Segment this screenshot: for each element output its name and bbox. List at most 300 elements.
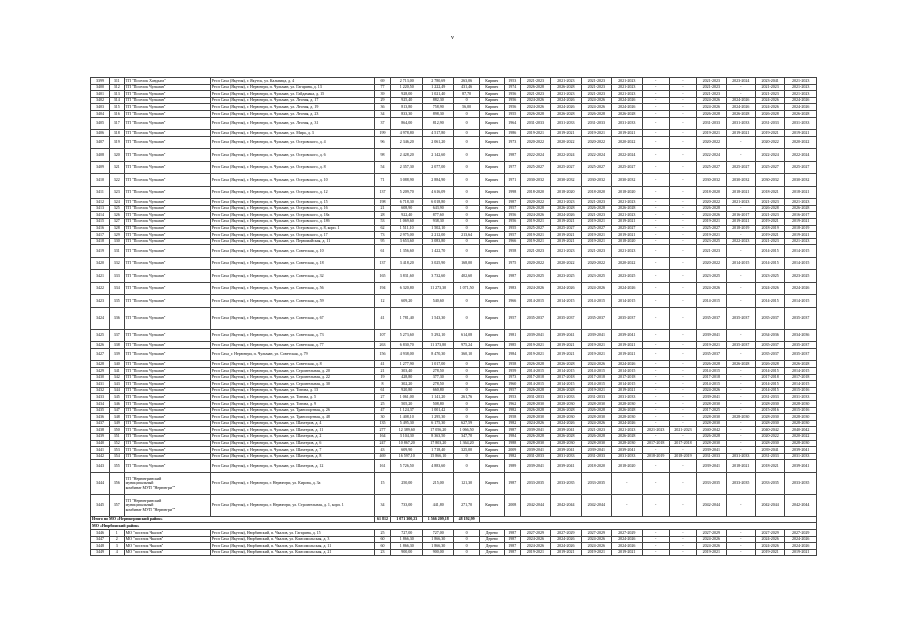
table-cell: 0 [454,245,479,258]
table-cell: 1982 [504,407,520,414]
table-cell: 643,90 [422,205,454,212]
table-cell: 3422 [91,282,110,295]
table-cell: - [669,186,696,199]
table-cell: 2014-2015 [551,368,581,375]
table-cell: - [669,530,696,537]
table-cell: 2014-2015 [755,257,784,270]
table-cell: 1 069,60 [391,218,423,225]
table-cell: 2 975,00 [391,232,423,239]
table-cell: 2019-2021 [551,348,581,361]
table-cell: Кирпич [479,174,504,187]
table-cell: - [669,199,696,206]
table-cell: 2024-2026 [785,536,817,543]
table-cell: ТП "Поселок Чульман" [124,270,210,283]
table-row [91,394,817,401]
table-cell: 2028-2030 [785,420,817,427]
table-cell: 2019-2021 [755,130,784,137]
table-cell: - [669,149,696,162]
table-cell: - [726,136,755,149]
table-cell: 1985 [504,342,520,349]
table-cell: 2021-2023 [581,199,611,206]
table-cell: 2 346,20 [391,136,423,149]
table-cell: 2035-2037 [785,307,817,329]
table-cell: 2022-2024 [551,149,581,162]
table-cell: Респ Саха (Якутия), г. Нерюнгри, п. Чульман, ул. Титова, д. 5 [210,394,374,401]
table-cell: 2025-2027 [520,161,550,174]
table-cell: 2014-2015 [697,295,726,308]
table-cell: 2024-2026 [612,97,642,104]
table-cell: 2023-2025 [785,270,817,283]
table-cell: 2018-2021 [755,460,784,473]
table-cell: 3404 [91,110,110,117]
table-cell: ТП "Нерюнгринский муниципальный комбинат МУП "Нерюнгри"" [124,494,210,516]
table-cell: ТП "Поселок Чульман" [124,460,210,473]
table-cell: Кирпич [479,245,504,258]
table-cell: - [669,407,696,414]
table-cell: 1958 [504,361,520,368]
table-cell: - [669,387,696,394]
table-cell: Кирпич [479,342,504,349]
table-cell: 3429 [91,368,110,375]
table-cell: 2028-2030 [612,440,642,447]
table-cell: 0 [454,374,479,381]
table-cell: 1 866,30 [391,536,423,543]
table-cell: 2020-2022 [785,433,817,440]
table-cell: 41 [374,307,391,329]
table-cell: Респ Саха (Якутия), г. Нерюнгри, п. Чульман, ул. Островского, д. 12 [210,186,374,199]
table-cell: 1977 [504,161,520,174]
table-cell: 2017-2025 [697,407,726,414]
table-cell: 2030-2032 [520,174,550,187]
table-cell: 3441 [91,447,110,454]
table-cell: ТП "Поселок Чульман" [124,381,210,388]
table-cell: 2019-2021 [612,218,642,225]
table-cell: - [642,91,669,98]
table-cell: 4 883,60 [422,460,454,473]
table-cell: - [642,374,669,381]
table-cell: ТП "Поселок Чульман" [124,420,210,427]
table-row [91,212,817,219]
table-cell: 1953 [504,394,520,401]
table-cell: 1 066,50 [454,427,479,434]
table-cell: 3423 [91,295,110,308]
table-cell: 2028-2030 [785,440,817,447]
table-cell: 328 [109,225,124,232]
table-cell: Кирпич [479,136,504,149]
table-cell: ТП "Поселок Чульман" [124,394,210,401]
table-cell: 1987 [504,530,520,537]
table-cell: 2035-2037 [520,307,550,329]
table-cell: 2021-2023 [612,212,642,219]
table-cell: 1989 [504,460,520,473]
table-cell: 2031-2033 [726,117,755,130]
table-cell: Респ Саха (Якутия), г. Нерюнгри, п. Чульман, ул. Островского, д. 4 [210,136,374,149]
table-cell: 2017-2018 [642,440,669,447]
table-cell: 3437 [91,420,110,427]
table-cell: 2024-2026 [551,97,581,104]
table-cell: 2 428,20 [391,149,423,162]
table-cell: Кирпич [479,205,504,212]
table-cell: 727,00 [391,530,423,537]
table-row [91,295,817,308]
table-cell: 1964 [504,117,520,130]
table-cell: Респ Саха (Якутия), г. Нерюнгри, п. Чульман, ул. Советская, д. 67 [210,307,374,329]
table-row [91,245,817,258]
table-cell: 469 [374,453,391,460]
table-cell: 2020-2022 [520,199,550,206]
table-row [91,460,817,473]
table-cell: 2035-2037 [755,342,784,349]
table-cell: 1 222,49 [422,84,454,91]
table-cell: Респ Саха (Якутия), г. Нерюнгри, п. Чульман, ул. Гагарина, д. 13 [210,84,374,91]
table-cell: 2024-2026 [755,104,784,111]
table-cell: 2018-2019 [755,225,784,232]
table-cell: 2035-2037 [755,348,784,361]
table-cell: 302,20 [391,381,423,388]
table-cell: 2030-2032 [697,174,726,187]
table-cell: Кирпич [479,420,504,427]
table-cell: 2019-2021 [520,130,550,137]
table-cell: 5 495,30 [391,420,423,427]
table-cell: 0 [454,307,479,329]
table-cell: 2026-2028 [581,407,611,414]
table-cell: 3439 [91,433,110,440]
table-cell: 2018-2019 [669,453,696,460]
table-cell: 3 104,30 [391,433,423,440]
table-cell: 938,30 [422,218,454,225]
table-cell: 2014-2015 [785,245,817,258]
table-cell: Кирпич [479,130,504,137]
table-cell: 1953 [504,78,520,85]
table-cell: 402,60 [454,270,479,283]
table-cell: 2020-2022 [581,136,611,149]
table-cell: 10 867,20 [391,440,423,447]
table-cell: 2021-2023 [755,238,784,245]
table-cell: - [642,257,669,270]
table-cell: 2014-2015 [697,368,726,375]
table-cell: 1987 [504,543,520,550]
table-row [91,400,817,407]
table-row [91,348,817,361]
table-cell: 2021-2023 [581,245,611,258]
table-cell: 2021-2023 [581,91,611,98]
table-cell: ТП "Поселок Чульман" [124,427,210,434]
table-row [91,453,817,460]
table-cell: 6 320,80 [391,282,423,295]
table-cell: 54 [374,161,391,174]
table-cell: - [642,104,669,111]
table-cell: - [642,348,669,361]
table-cell: 2039-2041 [581,447,611,454]
table-row [91,447,817,454]
table-cell: Респ Саха (Якутия), г. Нерюнгри, п. Чульман, ул. Мира, д. 3 [210,130,374,137]
table-cell: Респ Саха (Якутия), г. Нерюнгри, п. Чульман, ул. Островского, д. 18а [210,212,374,219]
table-cell: 1 364,20 [454,440,479,447]
table-cell: Респ Саха (Якутия), г. Нерюнгри, п. Чульман, ул. Шахтеров, д. 7 [210,447,374,454]
table-cell: 2014-2015 [755,381,784,388]
table-row [91,238,817,245]
table-cell: 3409 [91,161,110,174]
table-cell: - [726,407,755,414]
table-cell: 2014-2015 [755,245,784,258]
table-cell: 2021-2023 [551,245,581,258]
table-cell: 2023-2041 [755,78,784,85]
table-cell: 2025-2027 [697,161,726,174]
table-cell: - [642,238,669,245]
table-cell: 1966 [504,238,520,245]
table-cell: 2020-2022 [697,136,726,149]
table-cell: 348 [109,414,124,421]
table-cell: 2024-2026 [581,97,611,104]
table-cell: 3401 [91,91,110,98]
table-cell: - [642,447,669,454]
table-cell: 2026-2028 [551,361,581,368]
table-cell: 2028-2030 [581,440,611,447]
table-cell: 2025-2027 [612,225,642,232]
table-cell: МО "поселок Чкалов" [124,543,210,550]
table-cell: - [669,282,696,295]
table-cell: ТП "Поселок Чульман" [124,225,210,232]
table-cell: - [669,543,696,550]
table-cell: 2022-2024 [520,149,550,162]
table-cell: 62 [374,225,391,232]
table-cell: 2021-2023 [785,91,817,98]
table-cell: 0 [454,238,479,245]
table-cell: 2018-2020 [581,460,611,473]
table-cell: 0 [454,460,479,473]
table-cell: 2031-2033 [551,453,581,460]
table-cell: Респ Саха (Якутия), г. Нерюнгри, п. Чульман, ул. Островского, д. 17 [210,232,374,239]
table-cell: 2021-2023 [755,84,784,91]
table-cell: 2021-2023 [581,78,611,85]
table-cell: 0 [454,530,479,537]
table-cell: - [642,394,669,401]
table-cell: 2026-2028 [520,205,550,212]
table-cell: 2018-2020 [551,186,581,199]
table-cell: 2026-2028 [726,110,755,117]
table-cell: 2019-2021 [520,549,550,556]
table-cell: 2039-2041 [612,329,642,342]
table-cell: 2024-2026 [697,212,726,219]
table-cell: 1958 [504,414,520,421]
table-cell: 4 517,80 [422,130,454,137]
table-cell: 1956 [504,97,520,104]
table-cell: Кирпич [479,494,504,516]
table-cell: 2019-2021 [612,130,642,137]
table-cell: 2031-2033 [785,394,817,401]
table-cell: 2026-2028 [581,110,611,117]
table-cell: - [726,270,755,283]
table-cell: ТП "Поселок Чульман" [124,342,210,349]
table-row [91,117,817,130]
table-cell: Кирпич [479,270,504,283]
table-cell: Респ Саха (Якутия), г. Нерюнгри, п. Чульман, ул. Строительная, д. 22 [210,374,374,381]
table-cell: Кирпич [479,407,504,414]
table-cell: ТП "Поселок Чульман" [124,453,210,460]
table-cell: 2019-2021 [581,130,611,137]
table-cell: 877,60 [422,212,454,219]
table-cell: 347,70 [454,433,479,440]
table-cell: 920,80 [391,387,423,394]
table-cell: 2026-2028 [551,387,581,394]
table-cell: 325,00 [454,447,479,454]
table-cell: - [726,447,755,454]
table-cell: 3415 [91,218,110,225]
table-row [91,440,817,447]
table-cell: 2024-2026 [581,104,611,111]
table-cell: 2022-2024 [755,149,784,162]
table-cell: 2019-2021 [755,218,784,225]
table-row [91,161,817,174]
table-cell: 2035-2037 [755,307,784,329]
table-cell: 2021-2023 [520,78,550,85]
table-cell: 3403 [91,104,110,111]
table-cell: 326 [109,212,124,219]
table-cell: Кирпич [479,387,504,394]
table-cell: 2039-2041 [520,427,550,434]
table-cell: 864,00 [391,117,423,130]
table-cell: 352 [109,440,124,447]
table-cell: 15 866,10 [422,453,454,460]
table-cell: - [669,238,696,245]
table-cell: 1984 [504,433,520,440]
table-cell: - [669,91,696,98]
table-cell: 2 780,69 [422,78,454,85]
table-cell: 2017-2018 [669,440,696,447]
table-cell: Респ Саха (Якутия), г. Нерюнгри, п. Чульман, ул. Лесная, д. 19 [210,104,374,111]
table-cell: 353 [109,447,124,454]
table-cell: 327 [109,218,124,225]
table-cell: 2024-2026 [520,212,550,219]
table-cell: 2026-2028 [755,361,784,368]
table-cell: Респ Саха (Якутия), г. Нерюнгри, п. Чульман, ул. Советская, д. 73 [210,329,374,342]
table-cell: 2026-2028 [551,407,581,414]
table-cell: 2028-2030 [581,414,611,421]
table-cell: 77 [374,84,391,91]
table-cell: 3434 [91,400,110,407]
table-cell: 2019-2021 [581,387,611,394]
table-cell: 2031-2033 [697,117,726,130]
table-cell: 2014-2015 [785,381,817,388]
table-cell: ТП "Поселок Чульман" [124,97,210,104]
table-cell: 3412 [91,199,110,206]
table-row [91,536,817,543]
table-cell: 336 [109,307,124,329]
table-cell: Респ Саха (Якутия), г. Нерюнгри, п. Чульман, ул. Советская, д. 10 [210,245,374,258]
table-cell: - [642,420,669,427]
table-cell: - [669,394,696,401]
table-cell: 2035-2037 [697,307,726,329]
table-cell: 21 [374,205,391,212]
table-cell: 2020-2022 [612,257,642,270]
table-cell: 2026-2028 [755,205,784,212]
table-cell: 2025-2027 [551,161,581,174]
table-cell: 334 [109,282,124,295]
table-cell: 96 [374,136,391,149]
table-cell: ТП "Поселок Чульман" [124,205,210,212]
table-row [91,136,817,149]
table-cell: 2019-2021 [520,232,550,239]
table-cell: 3449 [91,549,110,556]
table-cell: - [642,78,669,85]
table-cell: ТП "Поселок Чульман" [124,387,210,394]
table-cell: 2030-2032 [551,174,581,187]
table-cell: - [669,117,696,130]
table-cell: 2 061,20 [422,136,454,149]
table-cell: - [669,329,696,342]
table-cell: 311 [109,78,124,85]
table-cell: Респ Саха (Якутия), г. Нерюнгри, п. Чульман, ул. Советская, д. 59 [210,295,374,308]
table-cell: 1956 [504,212,520,219]
table-cell: 2 142,60 [422,149,454,162]
table-cell: - [726,549,755,556]
table-cell: 2026-2028 [551,84,581,91]
table-cell: 2026-2028 [581,205,611,212]
table-cell: - [726,433,755,440]
table-cell: 161 [374,460,391,473]
table-cell: - [642,329,669,342]
table-cell: 2020-2022 [785,136,817,149]
table-cell: 1981 [504,329,520,342]
table-cell: 2024-2026 [612,282,642,295]
table-cell: - [669,212,696,219]
table-cell: - [726,368,755,375]
table-cell: 2026-2028 [551,205,581,212]
table-cell: 2024-2026 [520,97,550,104]
table-cell: 23 [374,549,391,556]
table-cell: 2014-2015 [581,381,611,388]
table-cell: 2026-2028 [697,205,726,212]
table-cell: 2039-2041 [697,329,726,342]
table-row [91,110,817,117]
table-cell: - [726,149,755,162]
table-cell: 2034-2036 [785,329,817,342]
table-cell: 2017-2018 [697,374,726,381]
table-cell: 11 373,80 [422,342,454,349]
table-cell: 2021-2023 [581,84,611,91]
table-row [91,282,817,295]
table-cell: 2039-2041 [551,447,581,454]
table-cell: 2019-2021 [520,348,550,361]
table-cell: 271,70 [454,494,479,516]
table-cell: 2 884,90 [422,174,454,187]
table-cell: 1987 [504,270,520,283]
table-cell: 1959 [504,368,520,375]
table-cell: 341 [109,368,124,375]
table-cell: - [669,420,696,427]
table-cell: 340 [109,361,124,368]
table-cell: 2033-2035 [697,472,726,494]
table-cell: - [642,472,669,494]
table-cell: 263,06 [454,78,479,85]
table-cell: - [726,91,755,98]
table-cell: Респ Саха (Якутия), г. Нерюнгри, п. Чульман, ул. Островского, д. 10 [210,174,374,187]
table-row [91,270,817,283]
table-cell: 2019-2021 [612,348,642,361]
table-cell: Кирпич [479,218,504,225]
table-cell: 2019-2021 [785,549,817,556]
table-cell: 3 [109,543,124,550]
table-cell: 333 [109,270,124,283]
table-cell: 1 408,10 [391,414,423,421]
table-cell: ТП "Поселок Чульман" [124,282,210,295]
table-cell: - [642,414,669,421]
table-cell: 2024-2026 [551,282,581,295]
table-cell: 2021-2023 [551,78,581,85]
table-cell: 2014-2015 [697,381,726,388]
table-cell: 1 001,42 [422,407,454,414]
table-cell: Кирпич [479,295,504,308]
